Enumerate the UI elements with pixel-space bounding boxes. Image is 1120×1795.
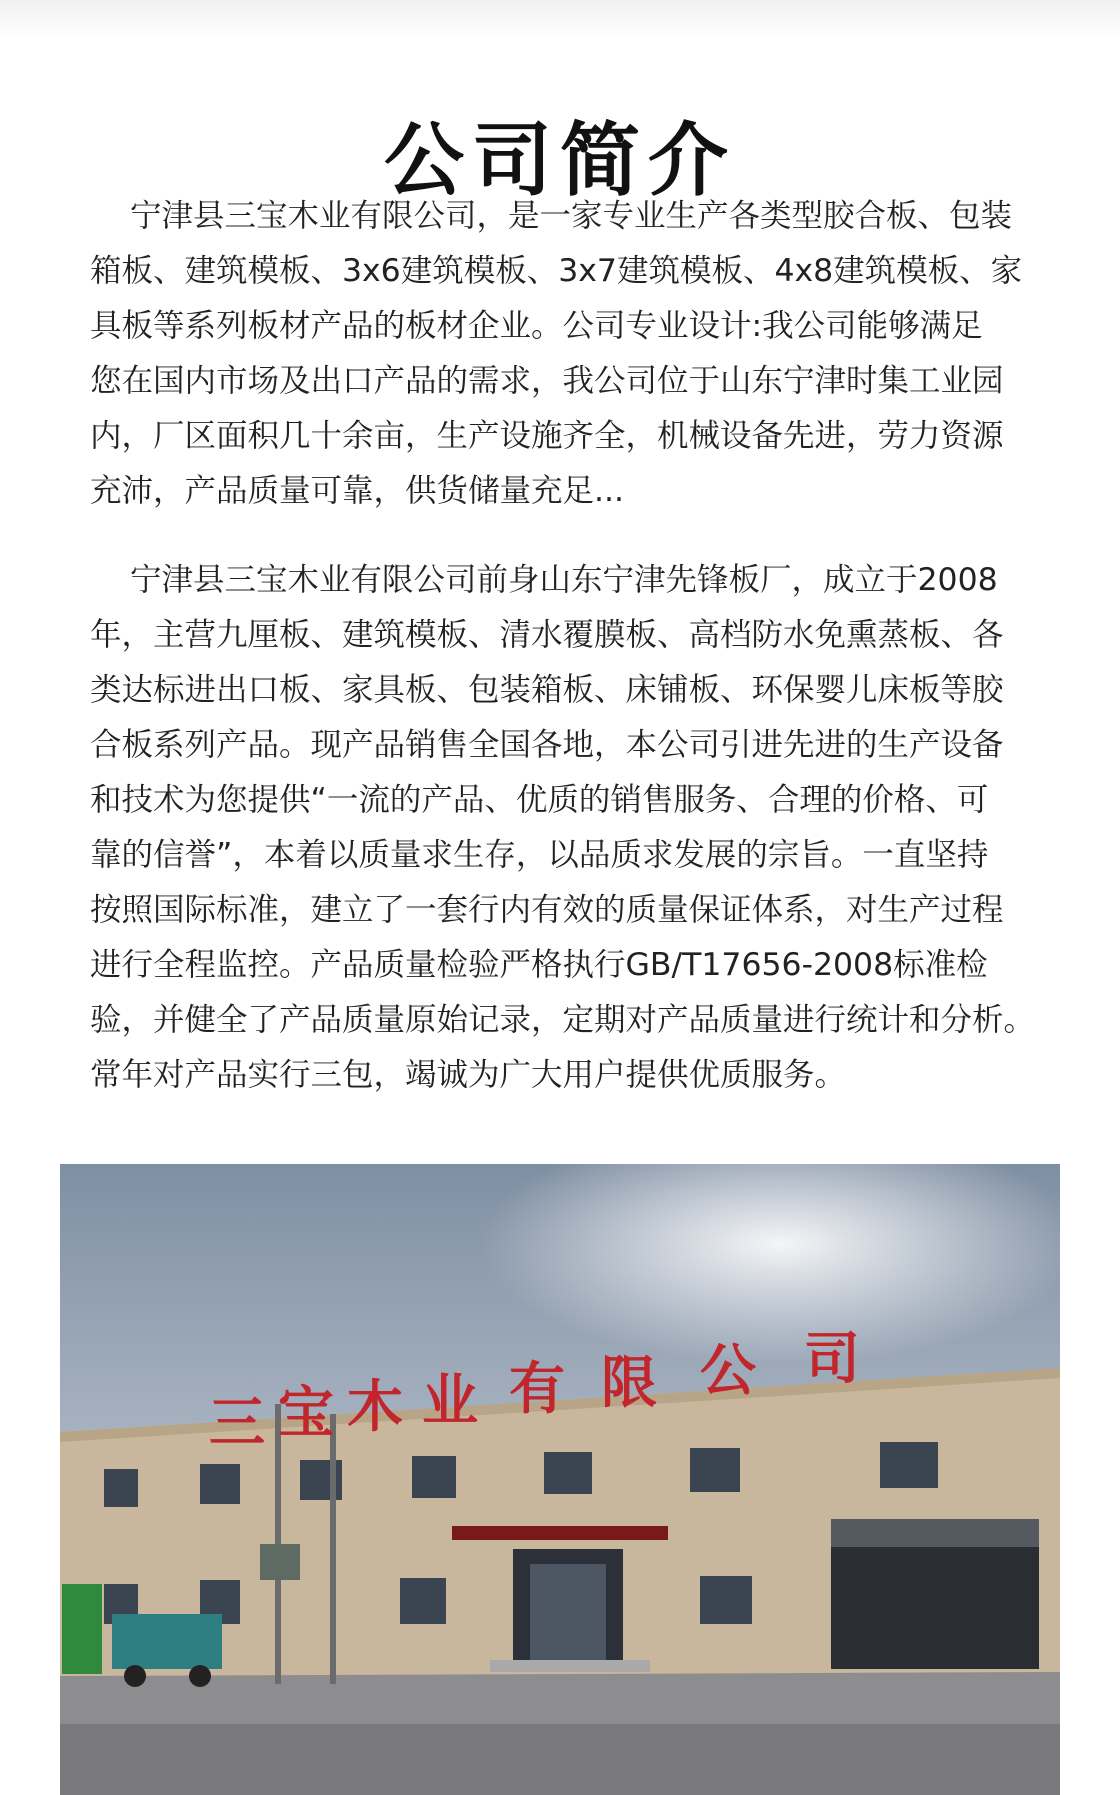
top-fade: [0, 0, 1120, 40]
sign-char: 司: [804, 1327, 860, 1392]
text-line: 合板系列产品。现产品销售全国各地，本公司引进先进的生产设备: [90, 727, 1004, 763]
sign-char: 木: [347, 1375, 403, 1440]
text-line: 宁津县三宝木业有限公司，是一家专业生产各类型胶合板、包装: [130, 198, 1013, 234]
sign-char: 业: [422, 1369, 478, 1434]
text-line: 宁津县三宝木业有限公司前身山东宁津先锋板厂，成立于2008: [130, 562, 998, 598]
text-line: 内，厂区面积几十余亩，生产设施齐全，机械设备先进，劳力资源: [90, 418, 1004, 454]
text-line: 验，并健全了产品质量原始记录，定期对产品质量进行统计和分析。: [90, 1002, 1036, 1038]
sign-char: 公: [700, 1339, 756, 1404]
sign-char: 限: [601, 1351, 657, 1416]
text-line: 进行全程监控。产品质量检验严格执行GB/T17656-2008标准检: [90, 947, 988, 983]
factory-building-illustration: [60, 1164, 1060, 1795]
text-line: 您在国内市场及出口产品的需求，我公司位于山东宁津时集工业园: [90, 363, 1004, 399]
text-line: 按照国际标准，建立了一套行内有效的质量保证体系，对生产过程: [90, 892, 1004, 928]
intro-paragraph-2: [90, 553, 1060, 1103]
text-line: 靠的信誉”，本着以质量求生存，以品质求发展的宗旨。一直坚持: [90, 837, 989, 873]
intro-paragraph-1: [90, 189, 1060, 519]
text-line: 箱板、建筑模板、3x6建筑模板、3x7建筑模板、4x8建筑模板、家: [90, 253, 1023, 289]
text-line: 常年对产品实行三包，竭诚为广大用户提供优质服务。: [90, 1057, 847, 1093]
text-line: 充沛，产品质量可靠，供货储量充足...: [90, 473, 625, 509]
sign-char: 三: [209, 1391, 265, 1456]
page-title: 公司简介: [384, 114, 736, 207]
text-line: 具板等系列板材产品的板材企业。公司专业设计:我公司能够满足: [90, 308, 983, 344]
factory-photo: [60, 1164, 1060, 1795]
sign-char: 有: [509, 1357, 565, 1422]
text-line: 和技术为您提供“一流的产品、优质的销售服务、合理的价格、可: [90, 782, 989, 818]
sign-char: 宝: [278, 1381, 334, 1446]
text-line: 类达标进出口板、家具板、包装箱板、床铺板、环保婴儿床板等胶: [90, 672, 1004, 708]
text-line: 年，主营九厘板、建筑模板、清水覆膜板、高档防水免熏蒸板、各: [90, 617, 1004, 653]
